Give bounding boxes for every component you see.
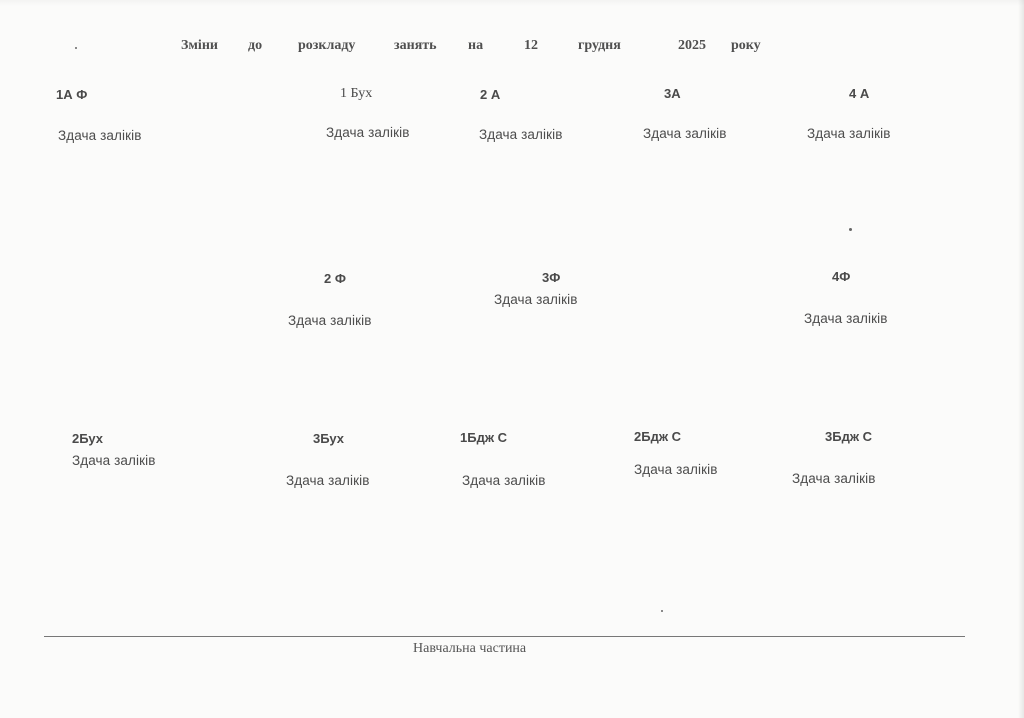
title-word: на [468, 38, 484, 53]
title-word: розкладу [298, 38, 356, 53]
group-status: Здача заліків [807, 126, 891, 141]
group-status: Здача заліків [792, 471, 876, 486]
title-word: грудня [578, 38, 621, 53]
title-word: 12 [524, 38, 538, 53]
group-status: Здача заліків [288, 313, 372, 328]
group-status: Здача заліків [804, 311, 888, 326]
group-status: Здача заліків [286, 473, 370, 488]
title-word: занять [394, 38, 437, 53]
group-status: Здача заліків [479, 127, 563, 142]
group-name: 1Бдж С [460, 430, 508, 445]
group-name: 2 Ф [324, 271, 346, 286]
title-word: Зміни [181, 38, 218, 53]
group-name: 3А [664, 86, 681, 101]
group-status: Здача заліків [462, 473, 546, 488]
group-name: 3Бух [313, 431, 345, 446]
scan-speck [661, 610, 663, 612]
footer-divider [44, 636, 965, 637]
group-name: 1А Ф [56, 87, 88, 102]
group-name: 1 Бух [340, 86, 373, 101]
page-edge-shadow [1018, 0, 1024, 718]
group-name: 4Ф [832, 269, 851, 284]
group-status: Здача заліків [643, 126, 727, 141]
group-name: 3Бдж С [825, 429, 873, 444]
title-word: 2025 [678, 38, 706, 53]
group-status: Здача заліків [72, 453, 156, 468]
group-status: Здача заліків [494, 292, 578, 307]
group-status: Здача заліків [58, 128, 142, 143]
group-name: 2 А [480, 87, 501, 102]
group-name: 2Бух [72, 431, 104, 446]
title-word: до [248, 38, 263, 53]
scan-speck [849, 228, 852, 231]
group-name: 4 А [849, 86, 870, 101]
footer-signature: Навчальна частина [413, 641, 527, 656]
group-status: Здача заліків [634, 462, 718, 477]
scan-speck [75, 47, 77, 49]
group-name: 2Бдж С [634, 429, 682, 444]
group-name: 3Ф [542, 270, 561, 285]
title-word: року [731, 38, 761, 53]
group-status: Здача заліків [326, 125, 410, 140]
